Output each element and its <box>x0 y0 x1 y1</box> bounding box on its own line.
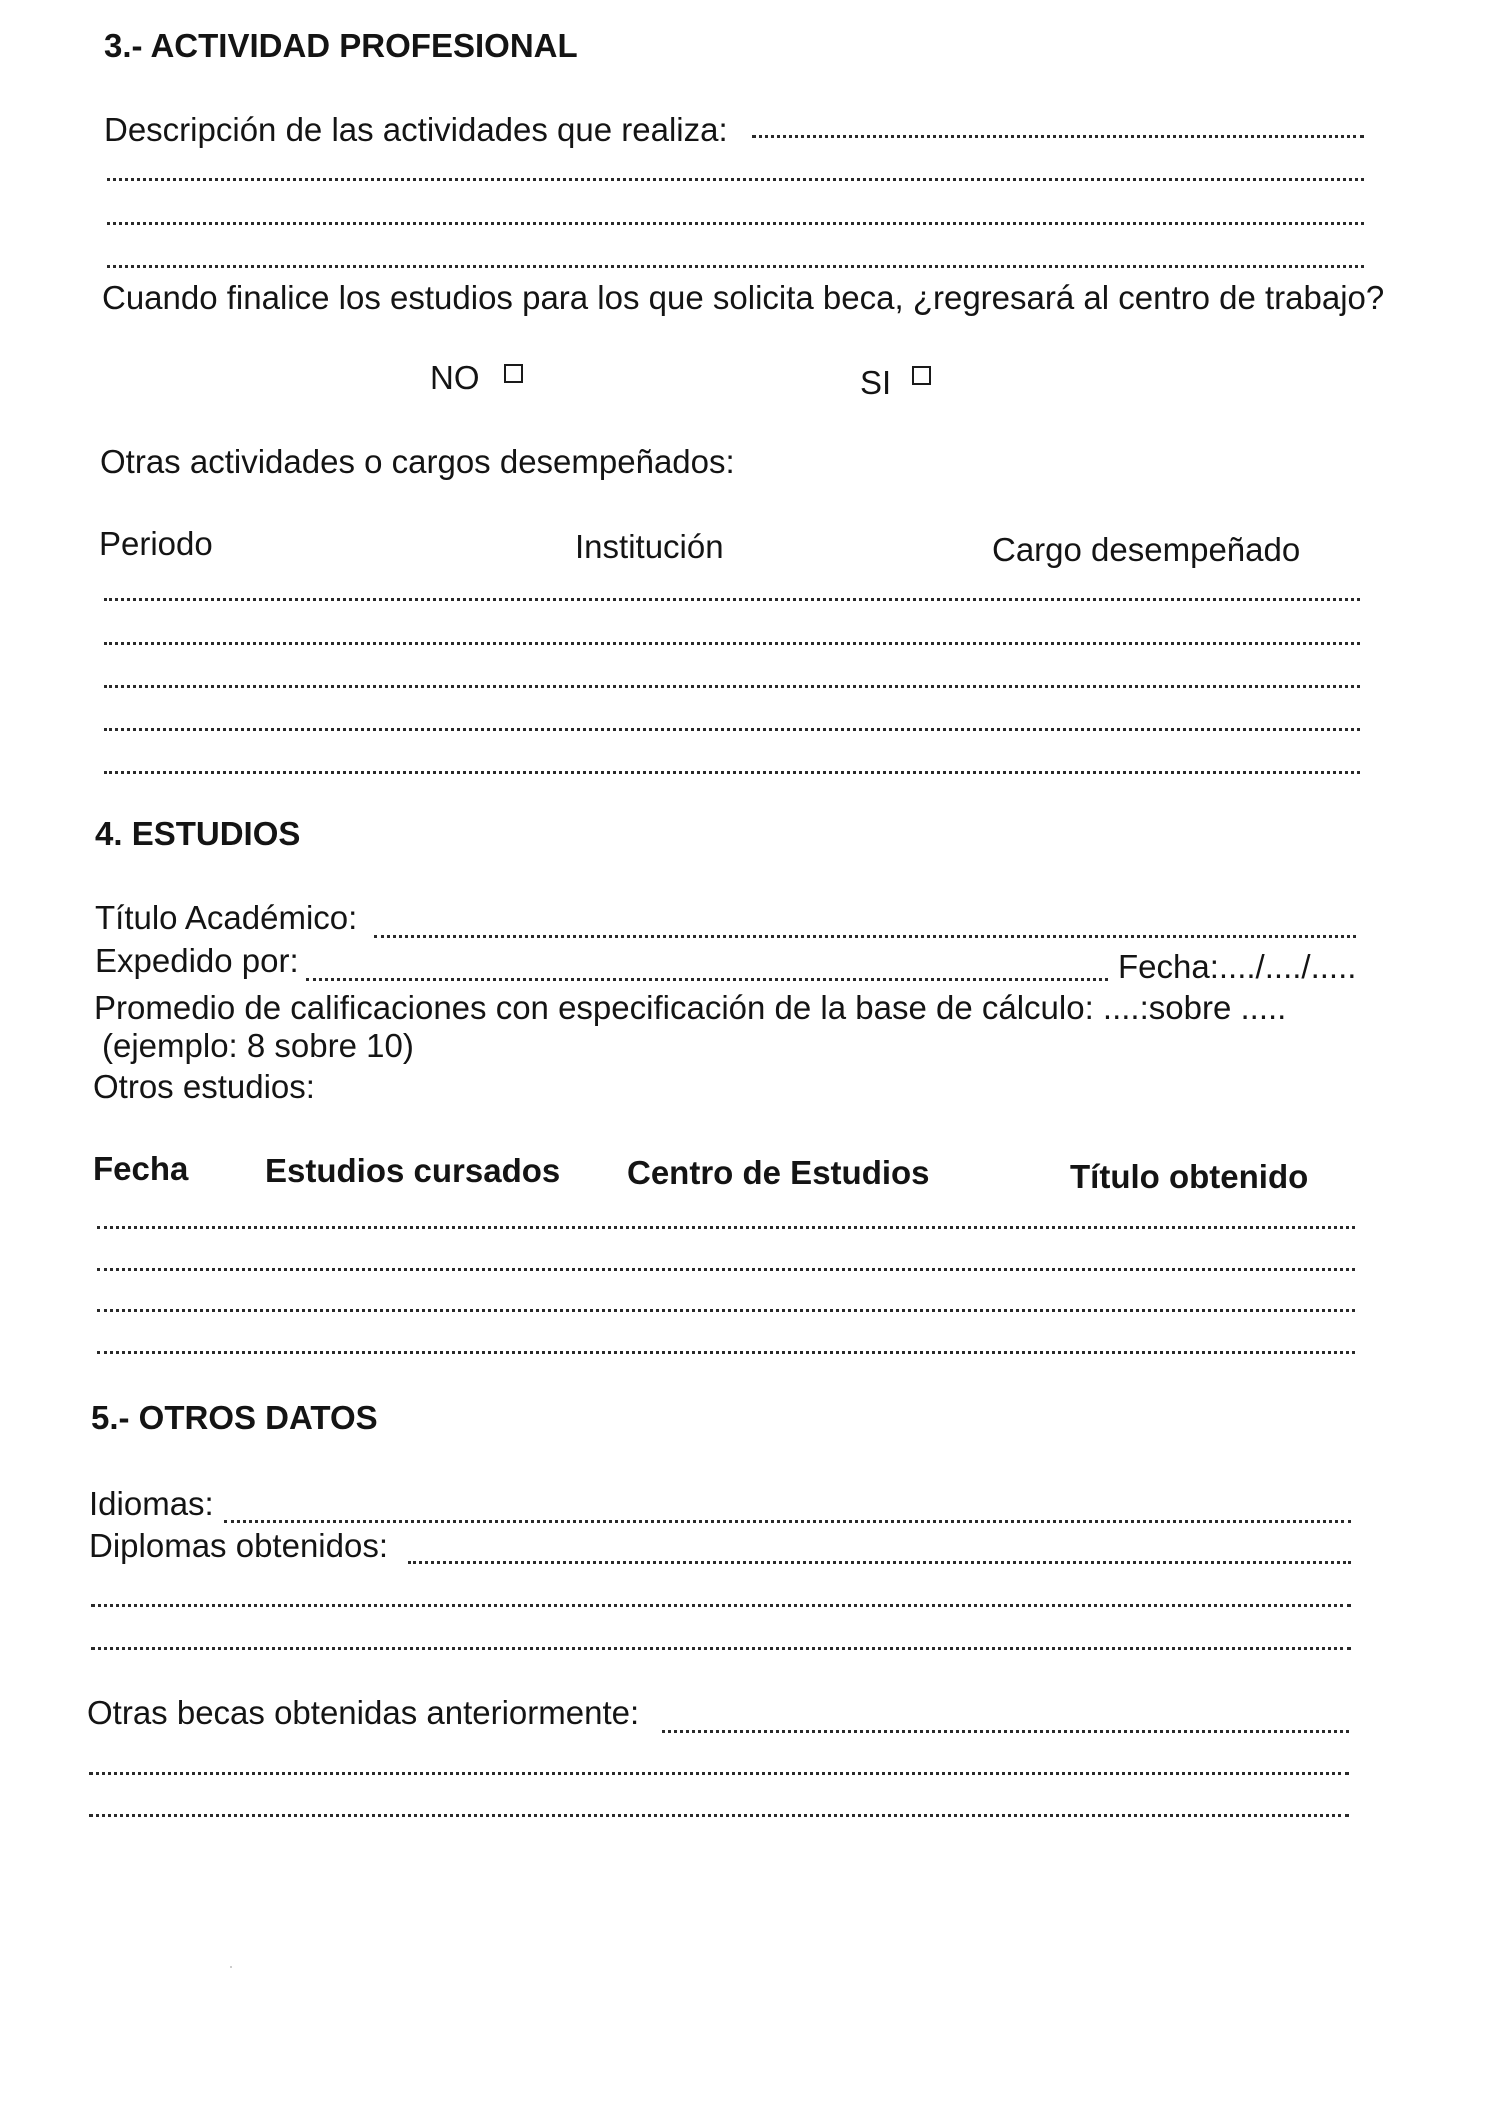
si-option-label: SI <box>860 364 892 401</box>
scan-speck <box>230 1966 232 1968</box>
studies-row-line-1[interactable] <box>97 1226 1355 1229</box>
activity-row-line-1[interactable] <box>104 598 1360 601</box>
description-line-1[interactable] <box>752 135 1364 138</box>
column-cargo: Cargo desempeñado <box>992 531 1301 568</box>
titulo-academico-label: Título Académico: <box>95 899 358 936</box>
column-estudios-cursados: Estudios cursados <box>265 1152 561 1189</box>
otras-becas-line-2[interactable] <box>89 1772 1349 1775</box>
description-line-2[interactable] <box>107 178 1364 181</box>
expedido-por-line[interactable] <box>306 978 1108 981</box>
diplomas-line-1[interactable] <box>408 1561 1351 1564</box>
idiomas-line[interactable] <box>224 1520 1351 1523</box>
activity-row-line-2[interactable] <box>104 642 1360 645</box>
other-activities-label: Otras actividades o cargos desempeñados: <box>100 443 735 480</box>
section-4-title: 4. ESTUDIOS <box>95 815 301 852</box>
promedio-label: Promedio de calificaciones con especificación de la base de cálculo: ....:sobre ..... <box>94 989 1287 1026</box>
diplomas-line-3[interactable] <box>91 1647 1351 1650</box>
column-fecha: Fecha <box>93 1150 189 1187</box>
activity-row-line-3[interactable] <box>104 685 1360 688</box>
return-question: Cuando finalice los estudios para los que solicita beca, ¿regresará al centro de trabajo? <box>102 279 1385 316</box>
titulo-academico-line[interactable] <box>374 935 1356 938</box>
activity-row-line-4[interactable] <box>104 728 1360 731</box>
studies-row-line-4[interactable] <box>97 1351 1355 1354</box>
no-checkbox[interactable] <box>504 364 523 383</box>
diplomas-line-2[interactable] <box>91 1604 1351 1607</box>
otros-estudios-label: Otros estudios: <box>93 1068 315 1105</box>
description-line-3[interactable] <box>107 222 1364 225</box>
otras-becas-label: Otras becas obtenidas anteriormente: <box>87 1694 640 1731</box>
no-option-label: NO <box>430 359 480 396</box>
column-titulo-obtenido: Título obtenido <box>1070 1158 1309 1195</box>
fecha-field[interactable]: Fecha:..../..../..... <box>1118 948 1357 985</box>
idiomas-label: Idiomas: <box>89 1485 214 1522</box>
expedido-por-label: Expedido por: <box>95 942 299 979</box>
otras-becas-line-3[interactable] <box>89 1814 1349 1817</box>
section-3-title: 3.- ACTIVIDAD PROFESIONAL <box>104 27 578 64</box>
column-centro-estudios: Centro de Estudios <box>627 1154 930 1191</box>
description-line-4[interactable] <box>107 265 1364 268</box>
ejemplo-label: (ejemplo: 8 sobre 10) <box>102 1027 414 1064</box>
otras-becas-line-1[interactable] <box>662 1730 1349 1733</box>
si-checkbox[interactable] <box>912 366 931 385</box>
column-institucion: Institución <box>575 528 724 565</box>
section-5-title: 5.- OTROS DATOS <box>91 1399 378 1436</box>
column-periodo: Periodo <box>99 525 213 562</box>
diplomas-label: Diplomas obtenidos: <box>89 1527 388 1564</box>
studies-row-line-3[interactable] <box>97 1309 1355 1312</box>
description-label: Descripción de las actividades que realiza: <box>104 111 728 148</box>
activity-row-line-5[interactable] <box>104 771 1360 774</box>
studies-row-line-2[interactable] <box>97 1268 1355 1271</box>
